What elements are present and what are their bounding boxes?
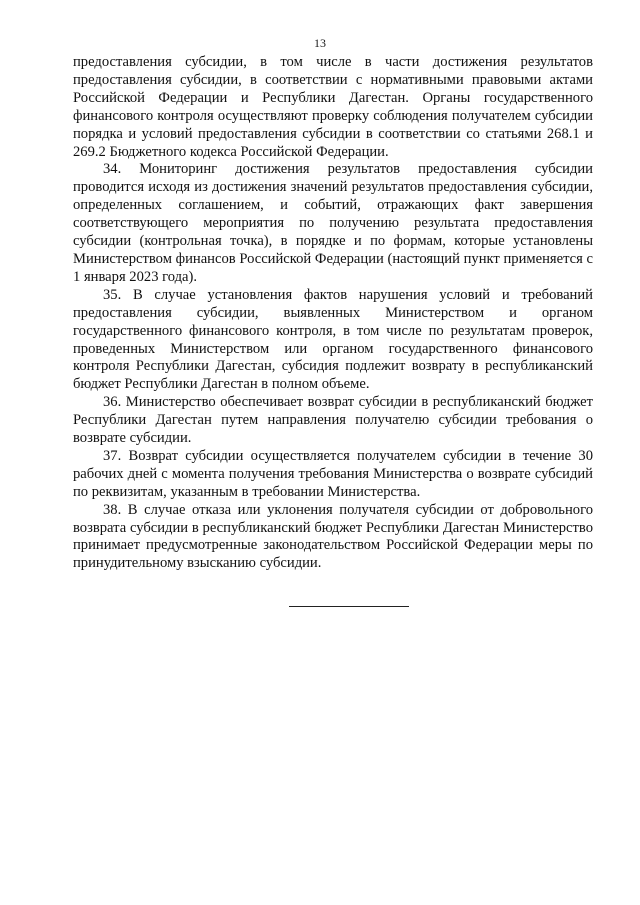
paragraph-37: 37. Возврат субсидии осуществляется получателем субсидии в течение 30 рабочих дней с момента получения требования Министерства о возврате субсидий по реквизитам, указанным в требовании Министерства. [73,447,593,500]
paragraph-34: 34. Мониторинг достижения результатов предоставления субсидии проводится исходя из достижения значений результатов предоставления субсидии, определенных соглашением, и событий, отражающих факт завершения соответствующего мероприятия по получению результата предоставления субсидии (контрольная точка), в порядке и по формам, которые установлены Министерством финансов Российской Федерации (настоящий пункт применяется с 1 января 2023 года). [73,161,593,285]
page-number: 13 [314,36,326,50]
document-body [73,54,593,573]
paragraph-35: 35. В случае установления фактов нарушения условий и требований предоставления субсидии, выявленных Министерством и органом государственного финансового контроля, в том числе по результатам проверок, проведенных Министерством или органом государственного финансового контроля Республики Дагестан, субсидия подлежит возврату в республиканский бюджет Республики Дагестан в полном объеме. [73,286,593,393]
paragraph-36: 36. Министерство обеспечивает возврат субсидии в республиканский бюджет Республики Дагестан путем направления получателю субсидии требования о возврате субсидии. [73,394,593,447]
paragraph-38: 38. В случае отказа или уклонения получателя субсидии от добровольного возврата субсидии в республиканский бюджет Республики Дагестан Министерство принимает предусмотренные законодательством Российской Федерации меры по принудительному взысканию субсидии. [73,501,593,572]
end-divider-line [289,606,409,607]
paragraph-continuation: предоставления субсидии, в том числе в части достижения результатов предоставления субсидии, в соответствии с нормативными правовыми актами Российской Федерации и Республики Дагестан. Органы государственного финансового контроля осуществляют проверку соблюдения получателем субсидии порядка и условий предоставления субсидии в соответствии со статьями 268.1 и 269.2 Бюджетного кодекса Российской Федерации. [73,54,593,160]
